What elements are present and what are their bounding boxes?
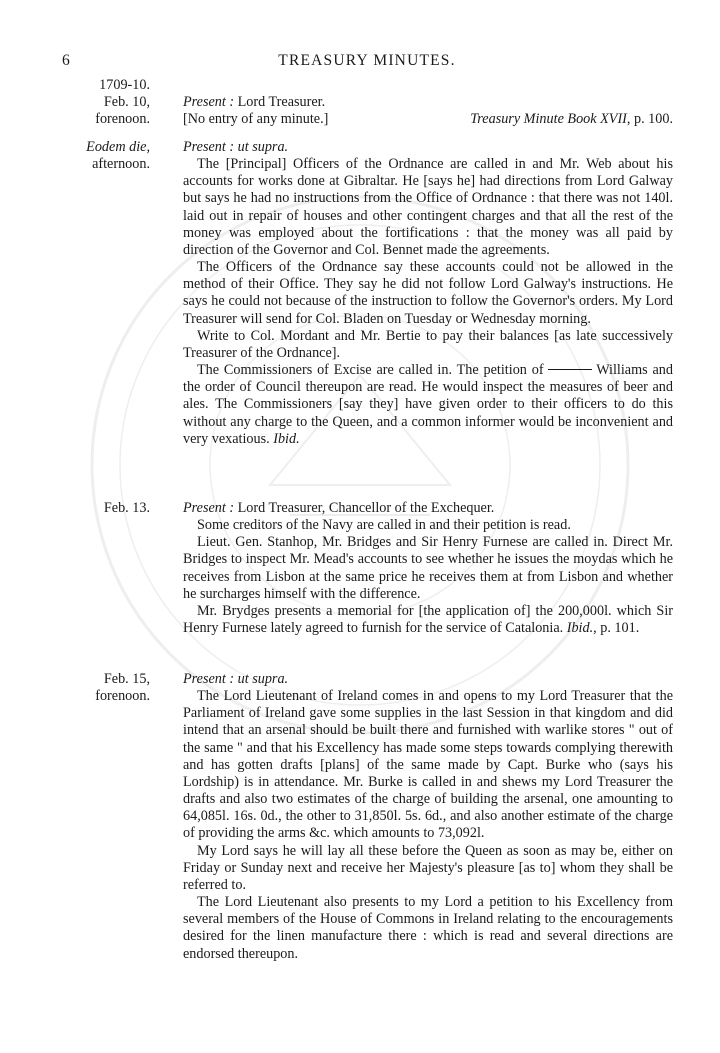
ibid-reference: Ibid. (566, 620, 594, 637)
entry-feb-15 (183, 671, 673, 963)
ibid-reference: Ibid. (273, 430, 300, 447)
present-label: Present : ut supra. (183, 671, 289, 687)
paragraph: Write to Col. Mordant and Mr. Bertie to pay their balances [as late successively Treasurer of the Ordnance]. (183, 327, 673, 361)
paragraph (183, 362, 673, 448)
entry-eodem-die (183, 139, 673, 448)
paragraph: Some creditors of the Navy are called in and their petition is read. (197, 517, 571, 534)
source-title: Treasury Minute Book XVII (470, 111, 627, 128)
margin-time-forenoon: forenoon. (95, 111, 150, 127)
page-header (62, 52, 672, 78)
margin-time-afternoon: afternoon. (92, 156, 150, 172)
entry-note: [No entry of any minute.] (183, 111, 329, 128)
paragraph-text: The Commissioners of Excise are called in. The petition of (197, 362, 544, 379)
present-text: Lord Treasurer, Chancellor of the Exchequer. (234, 500, 495, 516)
paragraph (183, 603, 673, 637)
margin-date-feb-10: Feb. 10, (103, 94, 150, 110)
present-text: Lord Treasurer. (234, 94, 326, 110)
paragraph: The Officers of the Ordnance say these accounts could not be allowed in the method of their Office. They say he did not follow Lord Galway's instructions. He says he could not because of the instruction to follow the Governor's orders. My Lord Treasurer will send for Col. Bladen on Tuesday or Wednesday morning. (183, 259, 673, 327)
present-label: Present : (183, 94, 235, 110)
margin-date-feb-15: Feb. 15, (103, 671, 150, 687)
present-label: Present : (183, 500, 235, 516)
source-reference (470, 111, 673, 128)
margin-date-feb-13: Feb. 13. (103, 500, 150, 516)
entry-feb-10 (183, 94, 673, 128)
source-page: , p. 101. (593, 620, 640, 637)
paragraph: Lieut. Gen. Stanhop, Mr. Bridges and Sir Henry Furnese are called in. Direct Mr. Bridges to inspect Mr. Mead's accounts to see whether he issues the moydas which he receives from Lisbon at the same price he receives them at from Lisbon and whether he surcharges himself with the difference. (183, 534, 673, 602)
margin-year: 1709-10. (99, 77, 150, 93)
paragraph: My Lord says he will lay all these before the Queen as soon as may be, either on Friday or Sunday next and receive her Majesty's pleasure [as to] whom they shall be referred to. (183, 842, 673, 893)
present-label: Present : ut supra. (183, 139, 289, 155)
source-page: , p. 100. (626, 111, 673, 128)
paragraph: The Lord Lieutenant of Ireland comes in and opens to my Lord Treasurer that the Parliament of Ireland gave some supplies in the last Session in that kingdom and did intend that an arsenal should be built there and furnished with warlike stores " out of the same " and that his Excellency has made some steps towards complying therewith and has gotten drafts [plans] of the same made by Capt. Burke who (says his Lordship) is in attendance. Mr. Burke is called in and shews my Lord Treasurer the drafts and also two estimates of the charge of building the arsenal, one amounting to 64,085l. 16s. 0d., the other to 31,850l. 5s. 6d., and also another estimate of the charge of providing the arms &c. which amounts to 73,092l. (183, 688, 673, 842)
paragraph: The Lord Lieutenant also presents to my Lord a petition to his Excellency from several members of the House of Commons in Ireland relating to the encouragements desired for the linen manufacture there : which is read and several directions are endorsed thereupon. (183, 894, 673, 962)
entry-feb-13 (183, 500, 673, 637)
paragraph-text: Williams and the order of Council thereupon are read. He would inspect the measures of beer and ales. The Commissioners [say they] have given order to their officers to do this without any charge to the Queen, and a common informer would be inconvenient and very vexatious. (183, 362, 673, 447)
paragraph: The [Principal] Officers of the Ordnance are called in and Mr. Web about his accounts for works done at Gibraltar. He [says he] had directions from Lord Galway but says he had no instructions from the Office of Ordnance : that there was not 140l. laid out in repair of houses and other contingent charges and that all the rest of the money was employed about the fortifications : that the money was all paid by direction of the Governor and Col. Bennet made the agreements. (183, 156, 673, 258)
blank-dash (548, 369, 592, 370)
paragraph-text: Mr. Brydges presents a memorial for [the application of] the 200,000l. which Sir Henry Furnese lately agreed to furnish for the service of Catalonia. (183, 602, 673, 637)
margin-date-eodem-die: Eodem die, (86, 139, 150, 155)
margin-time-forenoon-2: forenoon. (95, 688, 150, 704)
page-number: 6 (62, 52, 71, 69)
running-title: TREASURY MINUTES. (278, 52, 456, 69)
